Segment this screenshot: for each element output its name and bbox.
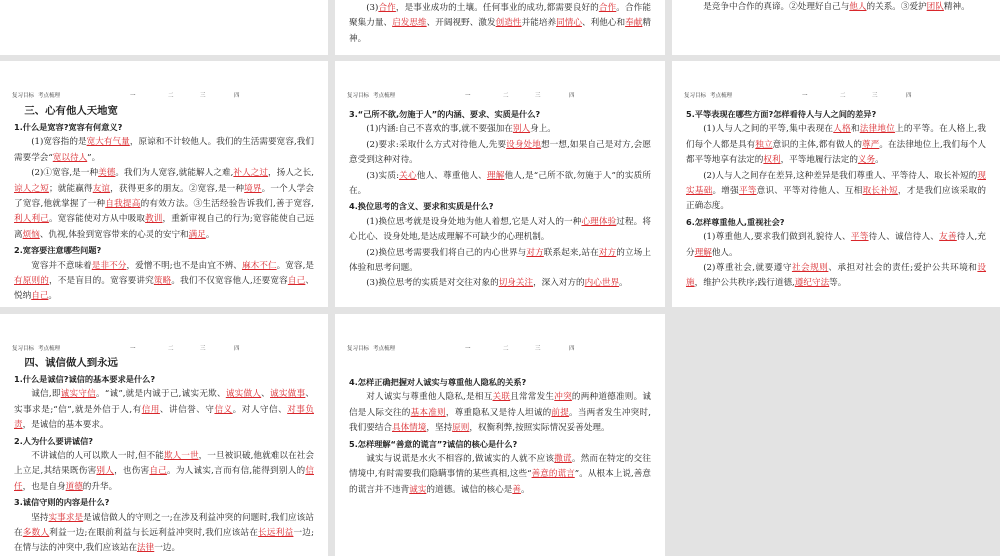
paragraph — [14, 511, 314, 556]
keyword: 团队 — [926, 2, 944, 12]
text-run: 。合作能聚集力量、 — [349, 3, 651, 29]
slide-body — [349, 375, 651, 498]
text-run: ，原谅和不计较他人。我们的生活需要宽容,我们需要学会“ — [14, 137, 314, 163]
slide-nav — [684, 91, 988, 103]
keyword: 内心世界 — [584, 278, 620, 289]
keyword: 实事求是 — [48, 512, 84, 523]
text-run: 3.“己所不欲,勿施于人”的内涵、要求、实质是什么? — [349, 109, 541, 119]
text-run: ，一旦被识破,他就难以在社会上立足,其结果既伤害 — [14, 451, 315, 477]
text-run: 不讲诚信的人可以欺人一时,但不能 — [31, 451, 164, 462]
keyword: 谅人之短 — [14, 183, 49, 194]
slide-nav — [347, 91, 653, 103]
nav-item-t3[interactable]: 二 — [503, 93, 509, 99]
nav-item-t2[interactable]: 一 — [465, 93, 471, 99]
text-run: (1)宽容指的是 — [31, 137, 87, 148]
paragraph — [349, 246, 651, 277]
keyword: 境界 — [244, 183, 262, 194]
keyword: 有原则的 — [14, 276, 49, 287]
text-run: 5.平等表现在哪些方面?怎样看待人与人之间的差异? — [686, 109, 877, 119]
question-heading — [686, 215, 986, 230]
text-run: 是诚信做人的守则之一;在涉及利益冲突的问题时,我们应该站在 — [14, 512, 314, 539]
paragraph — [686, 0, 986, 15]
paragraph — [14, 449, 314, 495]
nav-item-t1[interactable]: 考点梳理 — [38, 93, 61, 99]
slide-privacy — [335, 314, 665, 556]
text-run: ，获得更多的朋友。②宽容,是一种 — [110, 183, 245, 194]
nav-item-t3[interactable]: 二 — [503, 346, 509, 352]
keyword: 遵纪守法 — [794, 278, 830, 289]
keyword: 美德 — [98, 168, 116, 179]
question-heading — [14, 120, 314, 135]
keyword: 满足 — [188, 229, 206, 240]
text-run: 。当两者发生冲突时,我们要结合 — [349, 407, 651, 434]
text-run: ，重新审视自己的行为;宽容能使自己远离 — [14, 214, 314, 240]
keyword: 信义 — [214, 404, 233, 415]
keyword: 诚实 — [409, 484, 427, 495]
text-run: 。然而在特定的交往情境中,有时需要我们隐瞒事情的某些真相,这些“ — [349, 454, 651, 480]
keyword: 平等 — [738, 186, 757, 197]
nav-item-t4[interactable]: 三 — [200, 93, 206, 99]
text-run: (1)换位思考就是设身处地为他人着想,它是人对人的一种 — [366, 216, 582, 227]
paragraph — [349, 169, 651, 200]
question-heading — [349, 375, 651, 390]
keyword: 多数人 — [22, 528, 50, 539]
text-run: 待人,充分 — [686, 232, 986, 258]
slide-top-middle — [335, 0, 665, 55]
question-heading — [14, 434, 314, 449]
text-run: 对人诚实与尊重他人隐私,是相互 — [366, 392, 493, 403]
text-run: 的关系。③爱护 — [866, 2, 927, 12]
question-heading — [349, 107, 651, 122]
text-run: 上的平等。在人格上,我们每个人都是具有 — [686, 124, 986, 150]
text-run: ”。 — [87, 152, 101, 163]
text-run: 。我们不仅宽容他人,还要宽容 — [171, 276, 288, 287]
nav-item-t1[interactable]: 考点梳理 — [38, 346, 61, 352]
keyword: 基本准则 — [410, 407, 446, 418]
paragraph — [349, 215, 651, 246]
text-run: ，是事业成功的土壤。任何事业的成功,都需要良好的 — [395, 3, 599, 13]
keyword: 取长补短 — [862, 186, 898, 197]
text-run: 过程。将心比心、设身处地,是达成理解不可缺少的心理机制。 — [349, 216, 651, 243]
nav-item-t5[interactable]: 四 — [569, 346, 575, 352]
keyword: 原则 — [452, 423, 470, 434]
keyword: 同情心 — [556, 18, 582, 29]
keyword: 利人利己 — [14, 214, 49, 225]
paragraph — [349, 1, 651, 47]
text-run: 。一个人学会了宽容,他就掌握了一种 — [14, 183, 314, 210]
text-run: 利益一边;在眼前利益与长远利益冲突时,我们应该站在 — [49, 528, 259, 539]
text-run: 且常常发生 — [510, 392, 555, 403]
keyword: 自我提高 — [105, 199, 141, 210]
question-heading — [349, 199, 651, 214]
text-run: 5.怎样理解“善意的谎言”?诚信的核心是什么? — [349, 438, 518, 449]
text-run: 、讲信誉、守 — [159, 404, 215, 415]
text-run: 诚实与说谎是水火不相容的,做诚实的人就不应该 — [366, 454, 555, 465]
nav-item-t4[interactable]: 三 — [535, 346, 541, 352]
text-run: (3)实质: — [366, 170, 399, 181]
text-run: ，才是我们应该采取的正确态度。 — [686, 186, 986, 212]
keyword: 尊严 — [862, 139, 880, 150]
keyword: 善意的谎言 — [531, 469, 575, 480]
keyword: 关联 — [492, 392, 511, 403]
text-run: ，爱憎不明;也不是由宜不辨、 — [126, 260, 242, 271]
paragraph — [686, 122, 986, 168]
slide-equality — [672, 61, 1000, 307]
slide-top-right — [672, 0, 1000, 55]
text-run: 、实事求是;“信”,就是外信于人,有 — [14, 389, 314, 415]
text-run: (2)人与人之间存在差异,这种差异是我们尊重人、平等待人、取长补短的 — [703, 170, 978, 181]
keyword: 信用 — [141, 404, 160, 415]
text-run: 1.什么是诚信?诚信的基本要求是什么? — [14, 374, 156, 384]
text-run: (2)换位思考需要我们将自己的内心世界与 — [366, 247, 527, 258]
keyword: 别人 — [512, 124, 531, 135]
keyword: 冲突 — [554, 392, 572, 403]
nav-item-t2[interactable]: 一 — [130, 346, 136, 352]
keyword: 友谊 — [92, 183, 111, 194]
paragraph — [349, 276, 651, 291]
text-run: 一边;在情与法的冲突中,我们应该站在 — [14, 528, 314, 554]
keyword: 友善 — [939, 232, 957, 243]
text-run: 的道德。诚信的核心是 — [426, 484, 513, 495]
keyword: 是非不分 — [91, 260, 127, 271]
nav-item-t5[interactable]: 四 — [569, 93, 575, 99]
text-run: 想一想,如果自己是对方,会愿意受到这种对待。 — [349, 139, 651, 166]
section-title — [14, 103, 314, 120]
keyword: 宽以待人 — [52, 152, 88, 163]
nav-item-t0[interactable]: 复习目标 — [684, 93, 707, 99]
keyword: 对方 — [526, 247, 544, 258]
text-run: (3)换位思考的实质是对交往对象的 — [366, 278, 499, 289]
keyword: 设身处地 — [506, 139, 541, 150]
text-run: 2.宽容要注意哪些问题? — [14, 245, 102, 256]
text-run: 精神。 — [349, 18, 651, 44]
slide-body — [14, 355, 314, 556]
keyword: 补人之过 — [233, 168, 269, 179]
keyword: 欺人一世 — [163, 451, 199, 462]
keyword: 撒谎 — [554, 454, 572, 465]
paragraph — [14, 135, 314, 166]
text-run: 。我们为人宽容,就能解人之难, — [115, 168, 234, 179]
text-run: ，也伤害 — [114, 466, 150, 477]
keyword: 诚实守信 — [60, 389, 97, 400]
text-run: ；就能赢得 — [48, 183, 93, 194]
text-run: ，不是盲目的。宽容要讲究 — [48, 276, 154, 287]
slide-body — [349, 107, 651, 292]
keyword: 奉献 — [625, 18, 643, 29]
keyword: 现实基础 — [686, 170, 986, 197]
slide-body — [14, 103, 314, 305]
text-run: (1)尊重他人,要求我们做到礼貌待人、 — [703, 232, 851, 243]
nav-item-t4[interactable]: 三 — [535, 93, 541, 99]
nav-item-t3[interactable]: 二 — [168, 93, 174, 99]
keyword: 设施 — [686, 263, 987, 289]
keyword: 他人 — [849, 2, 867, 12]
text-run: ，是诚信的基本要求。 — [22, 420, 109, 431]
keyword: 合作 — [598, 3, 617, 13]
keyword: 人格 — [833, 124, 851, 135]
text-run: 和 — [850, 124, 860, 135]
text-run: 精神。 — [943, 2, 970, 12]
paragraph — [14, 387, 314, 433]
nav-item-t5[interactable]: 四 — [234, 93, 240, 99]
slide-honesty — [0, 314, 328, 556]
text-run: 宽容并不意味着 — [31, 260, 92, 271]
text-run: 的立场上体验和思考问题。 — [349, 247, 651, 274]
text-run: 。增强 — [712, 186, 739, 197]
text-run: 的升华。 — [82, 481, 118, 492]
text-run: ，也是自身 — [22, 481, 66, 492]
keyword: 诚实做人 — [225, 389, 262, 400]
keyword: 自己 — [287, 276, 306, 287]
nav-item-t2[interactable]: 一 — [130, 93, 136, 99]
keyword: 法律 — [137, 543, 155, 554]
text-run: 3.诚信守则的内容是什么? — [14, 497, 110, 508]
text-run: 、利他心和 — [581, 18, 626, 29]
nav-item-t1[interactable]: 考点梳理 — [710, 93, 733, 99]
keyword: 心理体验 — [581, 216, 617, 227]
nav-item-t0[interactable]: 复习目标 — [12, 93, 35, 99]
slide-nav — [12, 91, 316, 103]
text-run: 并能培养 — [521, 18, 557, 29]
text-run: 待人、诚信待人、 — [868, 232, 940, 243]
text-run: 诚信,即 — [31, 389, 61, 400]
text-run: 坚持 — [31, 512, 49, 523]
keyword: 善 — [512, 484, 521, 495]
nav-item-t5[interactable]: 四 — [234, 346, 240, 352]
question-heading — [14, 243, 314, 258]
keyword: 信任 — [14, 466, 314, 492]
keyword: 权利 — [763, 155, 781, 166]
paragraph — [349, 138, 651, 169]
text-run: 意识的主体,都有做人的 — [772, 139, 863, 150]
nav-item-t0[interactable]: 复习目标 — [12, 346, 35, 352]
keyword: 前提 — [551, 407, 570, 418]
text-run: 、悦纳 — [14, 276, 314, 302]
text-run: 2.人为什么要讲诚信? — [14, 435, 94, 446]
text-run: 身上。 — [530, 124, 556, 135]
text-run: 、 — [261, 389, 271, 400]
text-run: 。宽容能使对方从中吸取 — [48, 214, 146, 225]
nav-item-t3[interactable]: 二 — [168, 346, 174, 352]
keyword: 麻木不仁 — [241, 260, 277, 271]
text-run: 。宽容,是 — [276, 260, 314, 271]
keyword: 社会规则 — [791, 263, 829, 274]
paragraph — [349, 122, 651, 137]
text-run: ，尊重隐私又是待人坦诚的 — [445, 407, 552, 418]
nav-item-t2[interactable]: 一 — [802, 93, 808, 99]
text-run: 。为人诚实,言而有信,能得到别人的 — [167, 466, 306, 477]
text-run: ，坚持 — [426, 423, 453, 434]
question-heading — [686, 107, 986, 122]
text-run: (1)内涵:自己不喜欢的事,就不要强加在 — [366, 124, 513, 135]
keyword: 自己 — [31, 291, 49, 302]
nav-item-t3[interactable]: 二 — [840, 93, 846, 99]
keyword: 宽大有气量 — [86, 137, 130, 148]
keyword: 义务 — [857, 155, 876, 166]
keyword: 诚实做事 — [270, 389, 306, 400]
text-run: ，平等地履行法定的 — [780, 155, 858, 166]
slide-body — [349, 1, 651, 47]
text-run: 。 — [48, 291, 58, 302]
keyword: 创造性 — [495, 18, 522, 29]
text-run: ，权衡利弊,按照实际情况妥善处理。 — [469, 423, 610, 434]
paragraph — [686, 261, 986, 292]
text-run: 、承担对社会的责任;爱护公共环境和 — [828, 263, 978, 274]
slide-nav — [347, 344, 653, 356]
keyword: 对方 — [598, 247, 617, 258]
text-run: 4.怎样正确把握对人诚实与尊重他人隐私的关系? — [349, 377, 527, 387]
text-run: 。 — [520, 484, 530, 495]
slide-top-left — [0, 0, 328, 55]
question-heading — [14, 495, 314, 510]
text-run: 意识、平等对待他人、互相 — [756, 186, 863, 197]
text-run: 等。 — [829, 278, 847, 289]
text-run: (1)人与人之间的平等,集中表现在 — [703, 124, 834, 135]
paragraph — [14, 166, 314, 243]
paragraph — [686, 230, 986, 261]
text-run: 。“诚”,就是内诚于己,诚实无欺、 — [96, 389, 226, 400]
text-run: 1.什么是宽容?宽容有何意义? — [14, 122, 123, 132]
keyword: 合作 — [378, 3, 396, 13]
slide-body — [686, 107, 986, 292]
text-run: 、开阔视野、激发 — [426, 18, 496, 29]
text-run: 三、心有他人天地宽 — [24, 105, 118, 117]
keyword: 烦恼 — [22, 229, 40, 240]
text-run: (3) — [366, 3, 379, 13]
text-run: 是竞争中合作的真谛。②处理好自己与 — [703, 2, 850, 12]
text-run: 6.怎样尊重他人,重视社会? — [686, 216, 785, 227]
slide-empathy — [335, 61, 665, 307]
text-run: 的有效方法。③生活经验告诉我们,善于宽容, — [140, 199, 314, 210]
text-run: 一边。 — [154, 543, 181, 554]
keyword: 独立 — [755, 139, 773, 150]
text-run: (2)①宽容,是一种 — [31, 168, 99, 179]
text-run: ，扬人之长, — [268, 168, 314, 179]
text-run: 联系起来,站在 — [543, 247, 599, 258]
text-run: 、仇视,体验到宽容带来的心灵的安宁和 — [39, 229, 189, 240]
section-title — [14, 355, 314, 372]
text-run: 4.换位思考的含义、要求和实质是什么? — [349, 201, 494, 212]
keyword: 长远利益 — [258, 528, 294, 539]
nav-item-t1[interactable]: 考点梳理 — [373, 93, 396, 99]
keyword: 教训 — [145, 214, 163, 225]
nav-item-t0[interactable]: 复习目标 — [347, 93, 370, 99]
paragraph — [686, 169, 986, 215]
nav-item-t1[interactable]: 考点梳理 — [373, 346, 396, 352]
text-run: 四、诚信做人到永远 — [24, 357, 118, 369]
nav-item-t4[interactable]: 三 — [872, 93, 878, 99]
text-run: 。 — [875, 155, 884, 166]
text-run: ，深入对方的 — [533, 278, 585, 289]
question-heading — [349, 437, 651, 452]
nav-item-t2[interactable]: 一 — [465, 346, 471, 352]
keyword: 切身关注 — [498, 278, 534, 289]
keyword: 理解 — [486, 170, 505, 181]
text-run: 。对人守信、 — [232, 404, 288, 415]
text-run: (2)尊重社会,就要遵守 — [703, 263, 792, 274]
text-run: ”。从根本上说,善意的谎言并不违背 — [349, 469, 651, 495]
paragraph — [349, 452, 651, 498]
keyword: 关心 — [399, 170, 417, 181]
nav-item-t4[interactable]: 三 — [200, 346, 206, 352]
keyword: 策略 — [153, 276, 172, 287]
text-run: 。 — [619, 278, 628, 289]
keyword: 理解 — [694, 247, 712, 258]
text-run: (2)要求:采取什么方式对待他人,先要 — [366, 139, 507, 150]
text-run: 他人、尊重他人、 — [416, 170, 487, 181]
keyword: 道德 — [65, 481, 83, 492]
text-run: 的两种道德准则。诚信是人际交往的 — [349, 392, 651, 418]
text-run: ，维护公共秩序;践行道德, — [694, 278, 795, 289]
text-run: 。在法律地位上,我们每个人都平等地享有法定的 — [686, 139, 986, 166]
keyword: 对事负责 — [14, 404, 314, 431]
keyword: 平等 — [850, 232, 869, 243]
keyword: 自己 — [149, 466, 168, 477]
text-run: 他人。 — [711, 247, 738, 258]
nav-item-t0[interactable]: 复习目标 — [347, 346, 370, 352]
slide-tolerance — [0, 61, 328, 307]
text-run: 他人,是“己所不欲,勿施于人”的实质所在。 — [349, 170, 651, 197]
paragraph — [14, 259, 314, 305]
keyword: 别人 — [96, 466, 115, 477]
keyword: 启发思维 — [392, 18, 427, 29]
question-heading — [14, 372, 314, 387]
text-run: 。 — [205, 229, 215, 240]
slide-body — [686, 0, 986, 15]
keyword: 法律地位 — [859, 124, 896, 135]
nav-item-t5[interactable]: 四 — [906, 93, 912, 99]
paragraph — [349, 390, 651, 436]
keyword: 具体情境 — [391, 423, 427, 434]
